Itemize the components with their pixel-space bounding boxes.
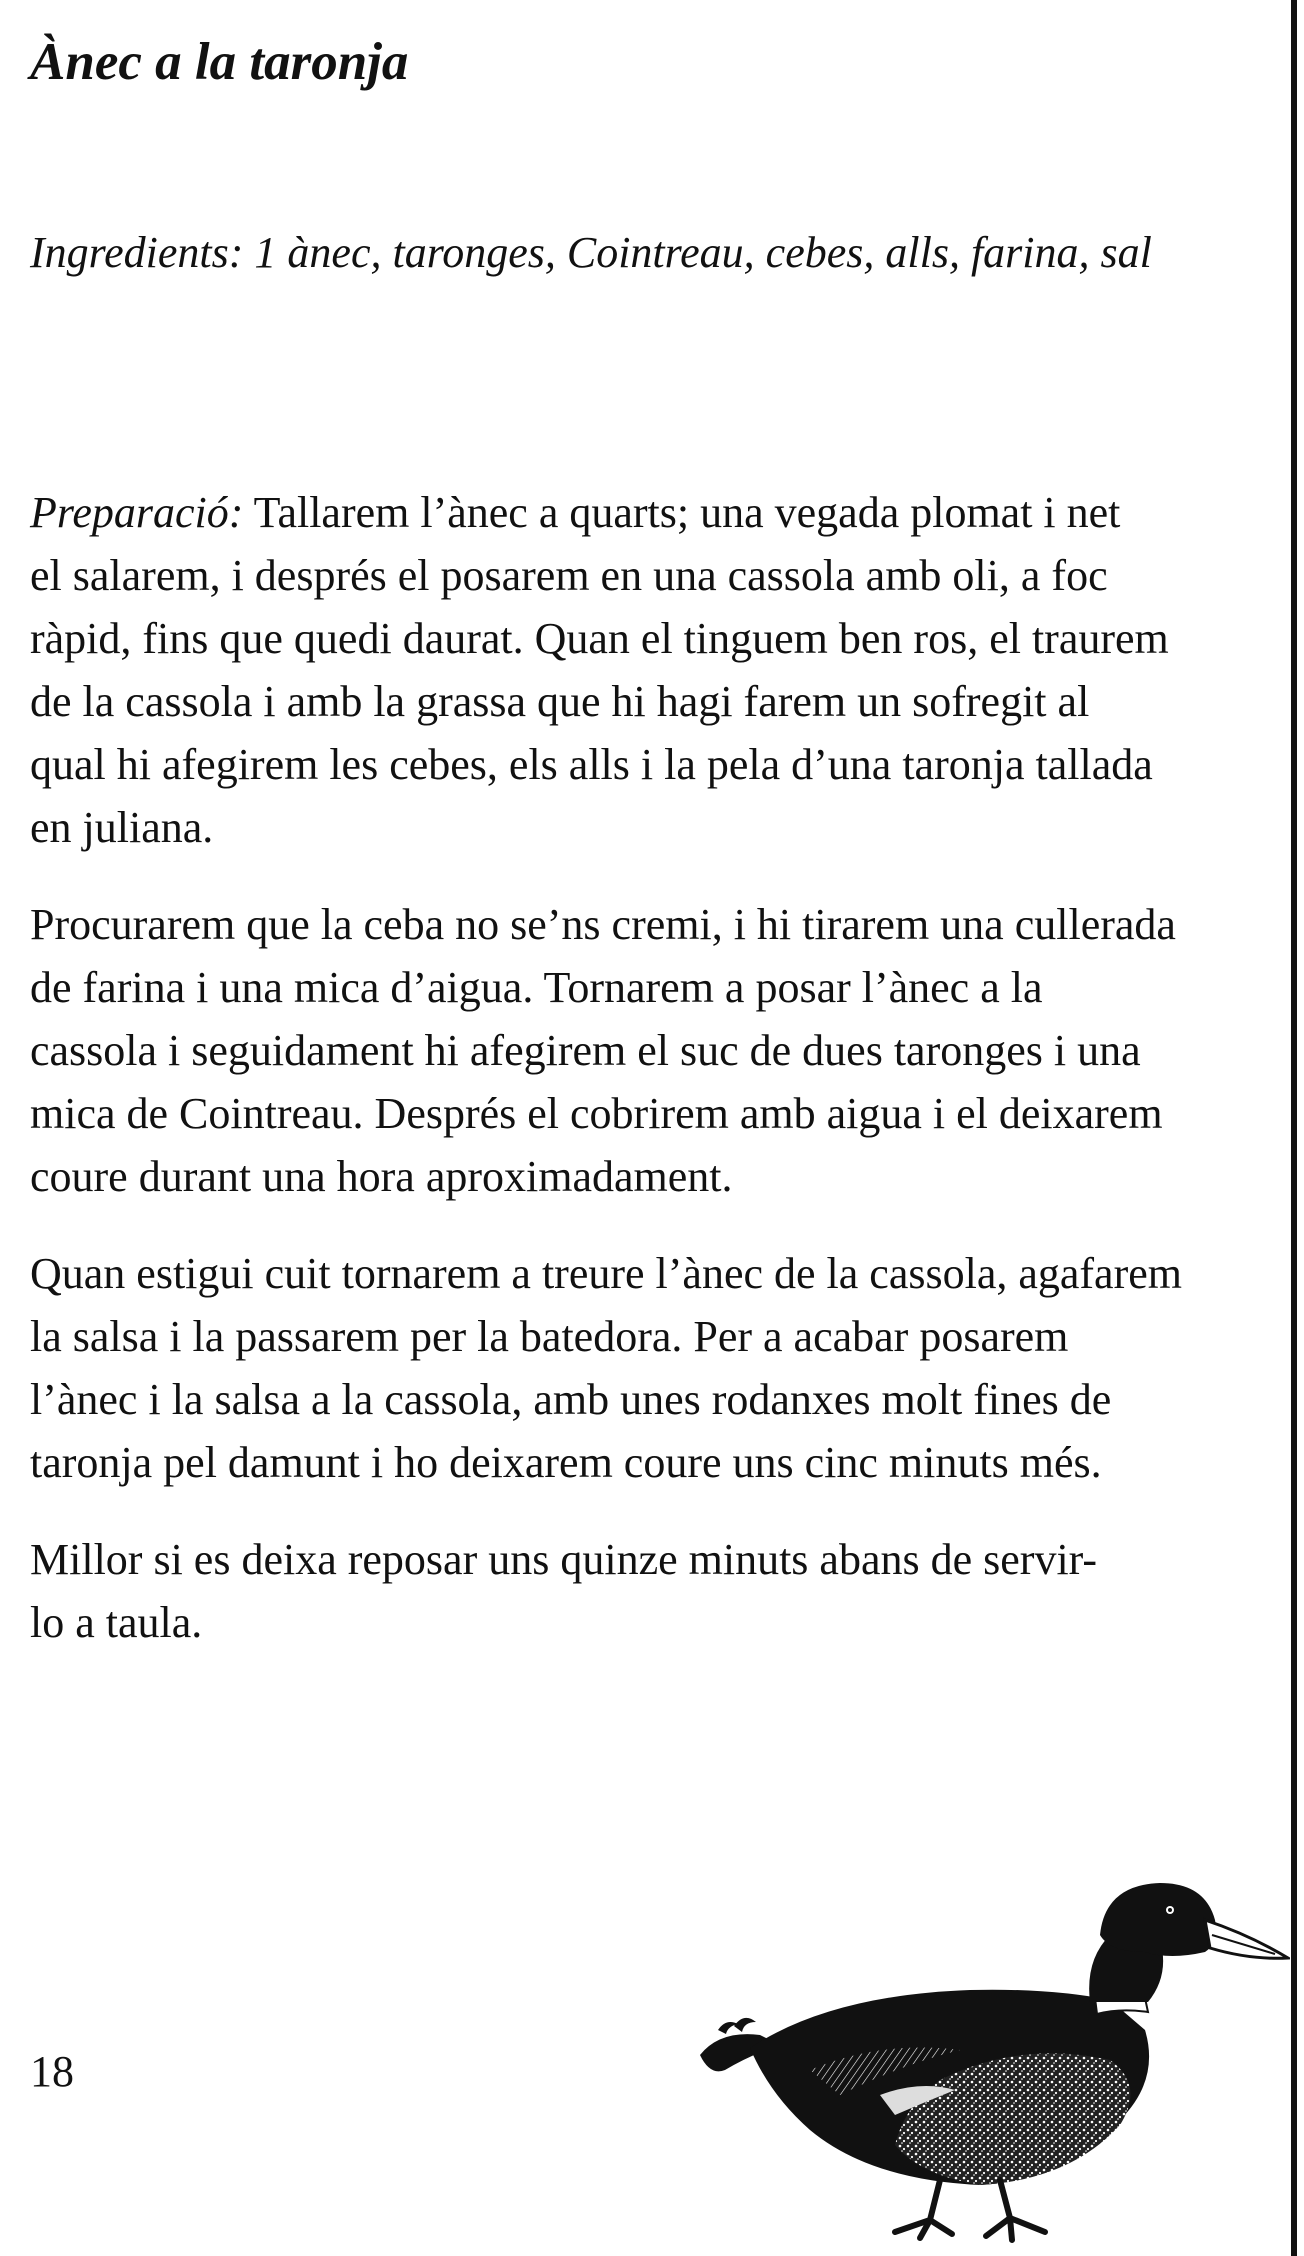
paragraph-line: en juliana. (30, 803, 214, 852)
preparation-paragraph-2 (30, 893, 1282, 1208)
paragraph-line: la salsa i la passarem per la batedora. Per a acabar posarem (30, 1312, 1069, 1361)
preparation-paragraph-1 (30, 481, 1282, 859)
preparation-paragraph-3 (30, 1242, 1282, 1494)
paragraph-line: coure durant una hora aproximadament. (30, 1152, 733, 1201)
paragraph-line: de farina i una mica d’aigua. Tornarem a posar l’ànec a la (30, 963, 1043, 1012)
paragraph-line: el salarem, i després el posarem en una cassola amb oli, a foc (30, 551, 1108, 600)
paragraph-line: Quan estigui cuit tornarem a treure l’ànec de la cassola, agafarem (30, 1249, 1182, 1298)
page-edge-line (1291, 0, 1297, 2256)
paragraph-line: ràpid, fins que quedi daurat. Quan el tinguem ben ros, el traurem (30, 614, 1169, 663)
paragraph-line: cassola i seguidament hi afegirem el suc de dues taronges i una (30, 1026, 1141, 1075)
paragraph-line: de la cassola i amb la grassa que hi hagi farem un sofregit al (30, 677, 1090, 726)
recipe-title: Ànec a la taronja (30, 33, 409, 91)
preparation-label: Preparació: (30, 488, 244, 537)
paragraph-line: Procurarem que la ceba no se’ns cremi, i hi tirarem una cullerada (30, 900, 1176, 949)
paragraph-line: l’ànec i la salsa a la cassola, amb unes rodanxes molt fines de (30, 1375, 1112, 1424)
page-number: 18 (30, 2047, 74, 2096)
paragraph-line: lo a taula. (30, 1598, 203, 1647)
preparation-paragraph-4 (30, 1528, 1282, 1654)
paragraph-line: qual hi afegirem les cebes, els alls i la pela d’una taronja tallada (30, 740, 1153, 789)
paragraph-line: Millor si es deixa reposar uns quinze minuts abans de servir- (30, 1535, 1098, 1584)
paragraph-line: mica de Cointreau. Després el cobrirem amb aigua i el deixarem (30, 1089, 1163, 1138)
ingredients-text: Ingredients: 1 ànec, taronges, Cointreau, cebes, alls, farina, sal (30, 228, 1152, 277)
paragraph-line: taronja pel damunt i ho deixarem coure uns cinc minuts més. (30, 1438, 1102, 1487)
paragraph-line-text: Tallarem l’ànec a quarts; una vegada plomat i net (243, 488, 1121, 537)
paragraph-line (30, 481, 1282, 544)
duck-illustration-icon (690, 1880, 1290, 2256)
